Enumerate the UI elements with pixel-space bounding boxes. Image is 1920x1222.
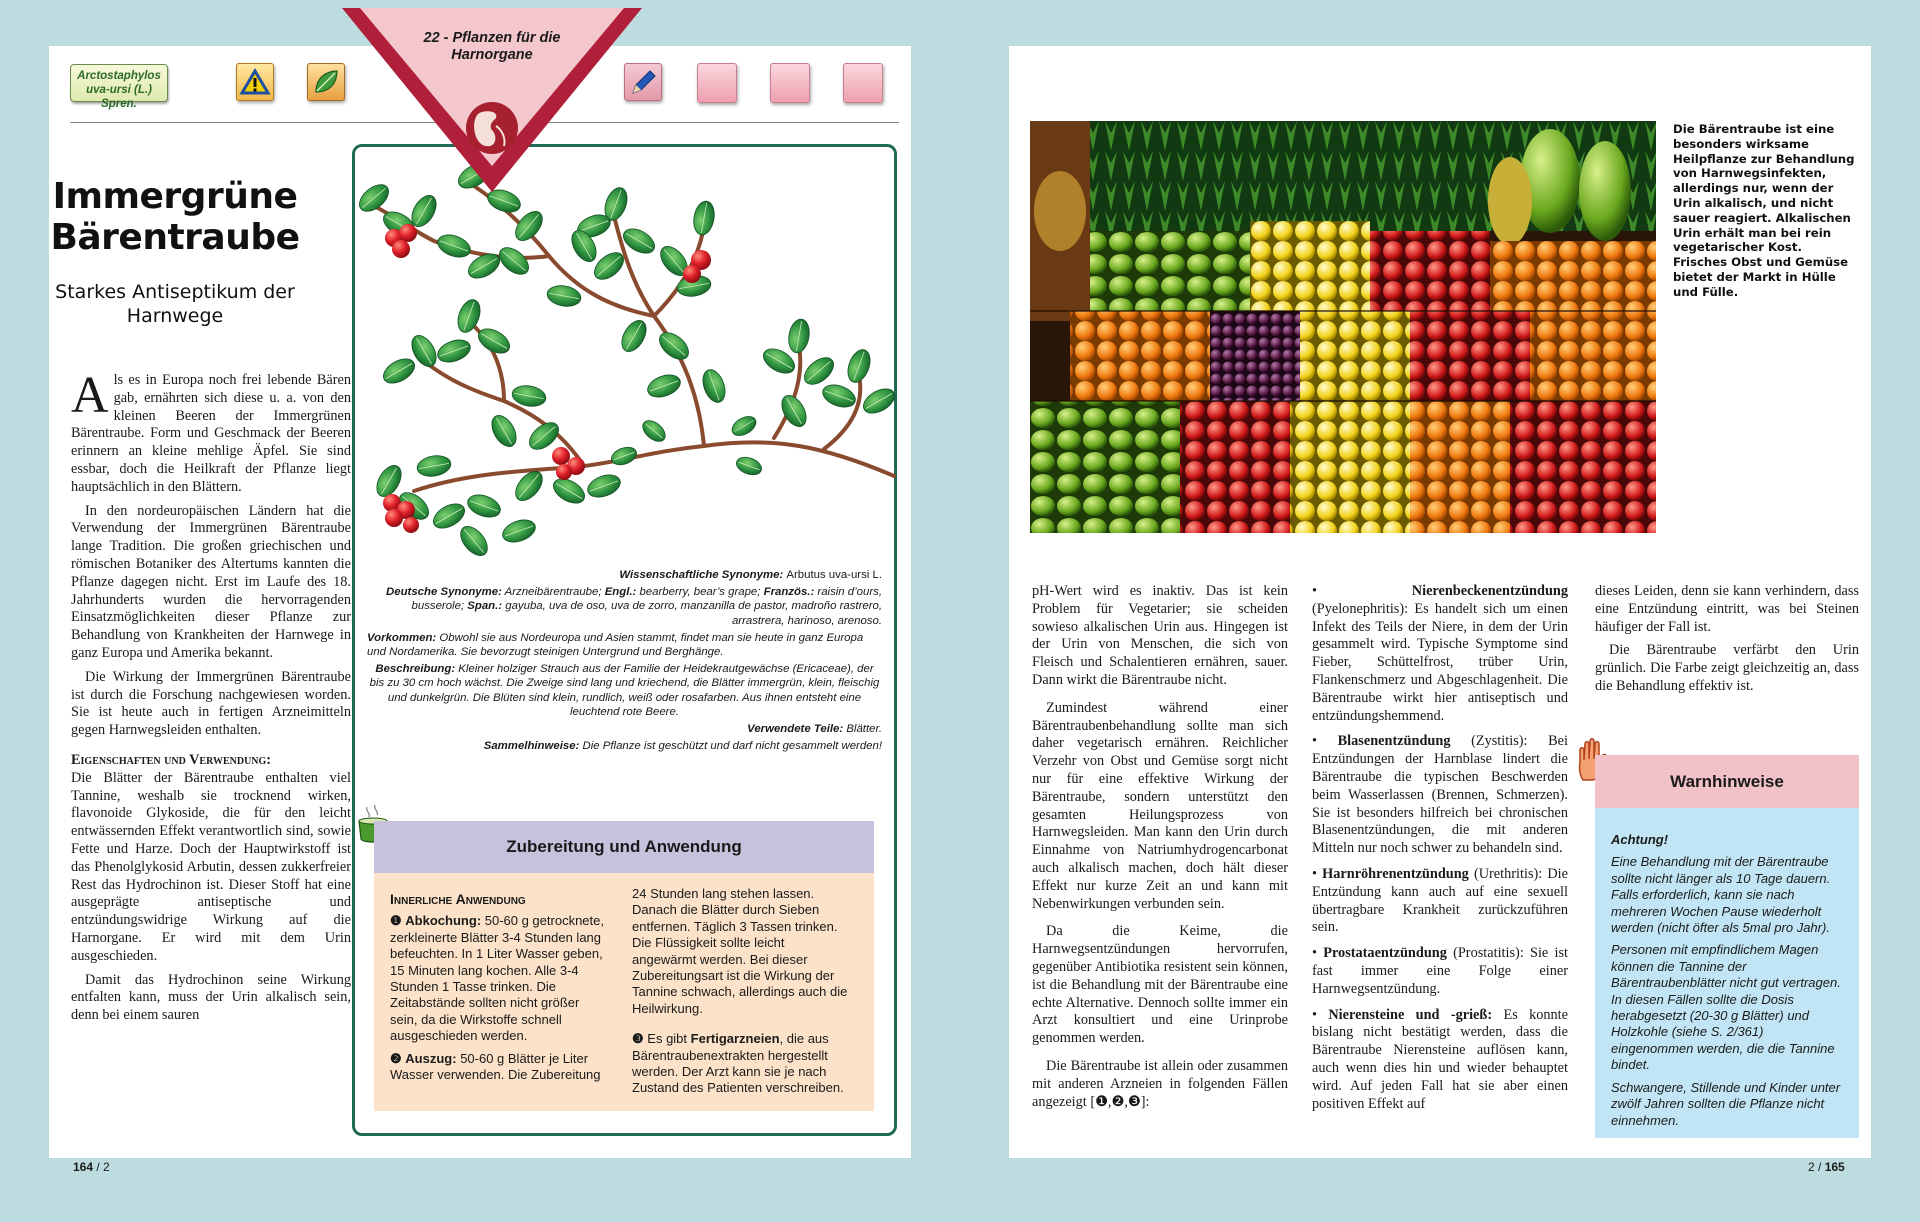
page-number-suffix: / 2: [93, 1160, 110, 1174]
teile-value: Blätter.: [846, 723, 882, 736]
bullet-3-pre: Es gibt: [647, 1031, 688, 1047]
page-number-value: 164: [73, 1160, 94, 1174]
bullet-label-2: Blasenentzündung: [1337, 733, 1451, 750]
bullet-label-1: Nierenbeckenentzündung: [1411, 583, 1568, 599]
sammel-value: Die Pflanze ist geschützt und darf nicht gesammelt werden!: [582, 740, 882, 753]
fr-label: Französ.:: [763, 586, 815, 599]
bullet-label-3: Harnröhrenentzündung: [1322, 865, 1469, 882]
intro-paragraph-5: Damit das Hydrochinon seine Wirkung entfalten kann, muss der Urin alkalisch sein, denn bei einem sauren: [71, 971, 351, 1024]
col1-paragraph-3: Da die Keime, die Harnwegsentzündungen hervorrufen, gegenüber Antibiotika resistent sein können, ist die Behandlung mit der Bärentraube eine echte Alternative. Dennoch sollte immer ein Arzt konsultiert und eine Urinprobe genommen werden.: [1032, 923, 1288, 1047]
market-photo: [1030, 121, 1656, 533]
empty-box-icon[interactable]: [843, 63, 883, 103]
intro-text-column: [71, 367, 351, 1031]
teile-label: Verwendete Teile:: [747, 723, 844, 736]
bullet-label-5: Nierensteine und -grieß:: [1328, 1006, 1493, 1023]
wiss-value: Arbutus uva-ursi L.: [786, 569, 882, 581]
empty-box-icon[interactable]: [697, 63, 737, 103]
bullet-text-1: (Pyelonephritis): Es handelt sich um einen Infekt des Teils der Niere, in dem der Urin gesammelt wird. Typische Symptome sind Fieber, Schüttelfrost, trüber Urin, Flankenschmerz und Abgeschlagenheit. Die Bärentraube wirkt hier antiseptisch und entzündungshemmend.: [1312, 600, 1568, 724]
preparation-box: [374, 873, 874, 1111]
vork-label: Vorkommen:: [367, 631, 437, 644]
col3-paragraph-1: dieses Leiden, denn sie kann verhindern, dass eine Entzündung eintritt, was bei Steinen häufiger der Fall ist.: [1595, 583, 1859, 635]
bullet-1-label: Abkochung:: [405, 913, 482, 929]
bullet-text-5: Es konnte bislang nicht bestätigt werden, dass die Bärentraube Nierensteine auflösen kann, auch wenn dies hin und wieder behauptet wird. Auf jeden Fall hat sie aber einen positiven Effekt auf: [1312, 1006, 1568, 1112]
bullet-text-2: (Zystitis): Bei Entzündungen der Harnblase lindert die Bärentraube die typischen Beschwerden beim Wasserlassen (Brennen, Schmerzen). Sie ist besonders hilfreich bei chronischen Blasenentzündungen, die mit anderen Mitteln nur noch schwer zu behandeln sind.: [1312, 733, 1568, 857]
drop-cap: A: [71, 367, 109, 424]
preparation-column-1: [390, 891, 610, 1089]
warnings-box: [1595, 808, 1859, 1138]
leaf-icon[interactable]: [307, 63, 345, 101]
warnings-paragraph-3: Schwangere, Stillende und Kinder unter zwölf Jahren sollten die Pflanze nicht einnehmen.: [1611, 1079, 1841, 1128]
empty-box-icon[interactable]: [770, 63, 810, 103]
synonyms-block: [367, 568, 882, 756]
bullet-text-3: (Urethritis): Die Entzündung kann auch auf eine sexuell übertragbare Krankheit zurückzuführen sein.: [1312, 865, 1568, 936]
bullet-text-4: (Prostatitis): Sie ist fast immer eine Folge einer Harnwegsentzündung.: [1312, 945, 1568, 997]
wiss-label: Wissenschaftliche Synonyme:: [619, 569, 784, 581]
right-page: [1009, 46, 1871, 1174]
right-column-3: [1595, 583, 1859, 702]
intro-paragraph-4: Die Blätter der Bärentraube enthalten viel Tannine, weshalb sie trocknend wirken, flavonoide Glykoside, die für den leicht entwässernden Effekt verantwortlich sind, sowie Fette und Harze. Doch der Hauptwirkstoff ist das Phenolglykosid Arbutin, dessen zukkerfreier Rest das Hydrochinon ist. Dieser Stoff hat eine ausgeprägte antiseptische und entzündungswidrige Wirkung auf die Harnorgane. Er wird mit dem Urin ausgeschieden.: [71, 769, 351, 964]
warning-triangle-graphic: [237, 64, 273, 100]
latin-name-text: Arctostaphylos uva-ursi (L.) Spren.: [77, 70, 161, 110]
leaf-graphic: [308, 64, 344, 100]
properties-heading: Eigenschaften und Verwendung:: [71, 751, 272, 768]
sammel-label: Sammelhinweise:: [483, 740, 580, 753]
vork-value: Obwohl sie aus Nordeuropa und Asien stammt, findet man sie heute in ganz Europa und Nordamerika. Sie bevorzugt steinigen Untergrund und Berghänge.: [367, 631, 864, 659]
page-number-prefix: 2 /: [1808, 1160, 1825, 1174]
kidney-icon: [466, 102, 518, 154]
intro-paragraph-1: ls es in Europa noch frei lebende Bären gab, ernährten sich diese u. a. von den kleinen Beeren der Immergrünen Bärentraube. Form und Geschmack der Beeren erinnern an kleine mehlige Äpfel. Sie sind essbar, doch die Heilkraft der Pflanze liegt hauptsächlich in den Blättern.: [71, 372, 351, 495]
fr-value: raisin d’ours, busserole;: [411, 586, 882, 613]
warnings-paragraph-2: Personen mit empfindlichem Magen können die Tannine der Bärentraubenblätter nicht gut vertragen. In diesen Fällen sollte die Dosis herabgesetzt (20-30 g Blätter) und Holzkohle (siehe S. 2/361) eingenommen werden, die die Tannine bindet.: [1611, 942, 1841, 1073]
col1-paragraph-2: Zumindest während einer Bärentraubenbehandlung sollte man sich daher vegetarisch ernähren. Reichlicher Verzehr von Obst und Gemüse sorgt nicht nur für eine effektive Wirkung der Bärentraube, sondern unterstützt den gesamten Heilungsprozess von Harnwegsleiden. Man kann den Urin durch Einnahme von Natriumhydrogencarbonat auch alkalisch machen, doch hält dieser Effekt nur kurze Zeit an und kann mit Nebenwirkungen verbunden sein.: [1032, 699, 1288, 912]
bullet-3-label: Fertigarzneien: [690, 1031, 780, 1047]
intro-paragraph-3: Die Wirkung der Immergrünen Bärentraube ist durch die Forschung nachgewiesen worden. Sie ist heute auch in fertigen Arzneimitteln gegen Harnwegsleiden enthalten.: [71, 668, 351, 739]
bullet-label-4: Prostataentzündung: [1323, 945, 1447, 962]
page-number-right: [1808, 1160, 1845, 1174]
internal-use-heading: Innerliche Anwendung: [390, 891, 526, 907]
col1-paragraph-1: pH-Wert wird es inaktiv. Das ist kein Problem für Vegetarier; sie scheiden sowieso alkalischen Urin aus. Hingegen ist der Urin von Menschen, die sich von Fleisch und Schalentieren ernähren, sauer. Dann wirkt die Bärentraube nicht.: [1032, 583, 1288, 688]
title-block: [49, 176, 301, 328]
preparation-continued: 24 Stunden lang stehen lassen. Danach die Blätter durch Sieben entfernen. Täglich 3 Tassen trinken. Die Flüssigkeit sollte leicht angewärmt werden. Bei dieser Zubereitungsart ist die Wirkung der Tannine schwach, allerdings auch die Heilwirkung.: [632, 886, 848, 1016]
bullet-2-text: 50-60 g Blätter je Liter Wasser verwenden. Die Zubereitung: [390, 1050, 601, 1083]
section-label: 22 - Pflanzen für die Harnorgane: [423, 30, 561, 63]
beschr-label: Beschreibung:: [375, 663, 456, 676]
warnings-header: Warnhinweise: [1595, 755, 1859, 808]
col3-paragraph-2: Die Bärentraube verfärbt den Urin grünlich. Die Farbe zeigt gleichzeitig an, dass die Behandlung effektiv ist.: [1595, 642, 1859, 694]
beschr-value: Kleiner holziger Strauch aus der Familie der Heidekrautgewächse (Ericaceae), der bis zu 30 cm hoch wächst. Die Zweige sind lang und kriechend, die Blätter immergrün, klein, fleischig und dunkelgrün. Die Blüten sind klein, rundlich, weiß oder rosafarben. Aus ihnen entsteht eine leuchtend rote Beere.: [369, 663, 880, 718]
sp-label: Span.:: [467, 600, 503, 613]
de-label: Deutsche Synonyme:: [386, 586, 502, 599]
intro-paragraph-2: In den nordeuropäischen Ländern hat die Verwendung der Immergrünen Bärentraube lange Tradition. Die großen griechischen und römischen Botaniker des Altertums kannten die Pflanze dagegen nicht. Erst im Laufe des 18. Jahrhunderts wurden die hervorragenden Einsatzmöglichkeiten dieser Pflanze zur Behandlung von Krankheiten der Harnwege in ganz Europa und Amerika bekannt.: [71, 502, 351, 661]
bullet-2-label: Auszug:: [405, 1050, 457, 1066]
warnings-attention: Achtung!: [1611, 832, 1669, 847]
right-column-1: [1032, 583, 1288, 1117]
page-subtitle: Starkes Antiseptikum der Harnwege: [55, 281, 295, 327]
page-number-left: [73, 1160, 110, 1174]
bearberry-illustration: [354, 146, 899, 578]
photo-caption: Die Bärentraube ist eine besonders wirksame Heilpflanze zur Behandlung von Harnwegsinfekten, allerdings nur, wenn der Urin alkalisch, und nicht sauer reagiert. Alkalischen Urin erhält man bei rein vegetarischer Kost. Frisches Obst und Gemüse bietet der Markt in Hülle und Fülle.: [1673, 122, 1855, 299]
engl-label: Engl.:: [604, 586, 637, 599]
warning-icon[interactable]: [236, 63, 274, 101]
page-title: Immergrüne Bärentraube: [50, 176, 300, 258]
bullet-2-number: ❷: [390, 1050, 402, 1066]
preparation-header: Zubereitung und Anwendung: [374, 821, 874, 873]
bullet-3-text: , die aus Bärentraubenextrakten hergestellt werden. Der Arzt kann sie je nach Zustand des Patienten verschreiben.: [632, 1031, 844, 1096]
de-value: Arzneibärentraube;: [504, 586, 602, 599]
engl-value: bearberry, bear’s grape;: [639, 586, 761, 599]
bullet-3-number: ❸: [632, 1031, 644, 1047]
warnings-paragraph-1: Eine Behandlung mit der Bärentraube sollte nicht länger als 10 Tage dauern. Falls erforderlich, kann sie nach mehreren Wochen Pause wiederholt werden (nicht öfter als 5mal pro Jahr).: [1611, 854, 1831, 936]
right-column-2: • Nierenbeckenentzündung (Pyelonephritis): Es handelt sich um einen Infekt des Teils der Niere, in dem der Urin gesammelt wird. Typische Symptome sind Fieber, Schüttelfrost, trüber Urin, Flankenschmerz und Abgeschlagenheit. Die Bärentraube wirkt hier antiseptisch und entzündungshemmend. • Blasenentzündung (Zystitis): Bei Entzündungen der Harnblase lindert die Bärentraube die typischen Beschwerden beim Wasserlassen (Brennen, Schmerzen). Sie ist besonders hilfreich bei chronischen Blasenentzündungen, die mit anderen Mitteln nur noch schwer zu behandeln sind. • Harnröhrenentzündung (Urethritis): Die Entzündung kann auch auf eine sexuell übertragbare Krankheit zurückzuführen sein. • Prostataentzündung (Prostatitis): Sie ist fast immer eine Folge einer Harnwegsentzündung. • Nierensteine und -grieß: Es konnte bislang nicht bestätigt werden, dass die Bärentraube Nierensteine auflösen kann, auch wenn dies hin und wieder behauptet wird. Auf jeden Fall hat sie aber einen positiven Effekt auf: [1312, 583, 1568, 1112]
bullet-1-number: ❶: [390, 913, 402, 929]
sp-value: gayuba, uva de oso, uva de zorro, manzanilla de pastor, madroño rastrero, arrastrera, harinoso, arenoso.: [505, 600, 882, 627]
left-page: [49, 30, 911, 1174]
bullet-1-text: 50-60 g getrocknete, zerkleinerte Blätter 3-4 Stunden lang befeuchten. In 1 Liter Wasser geben, 15 Minuten lang kochen. Alle 3-4 Stunden 1 Tasse trinken. Die Zeitabstände sollten nicht größer sein, da die Wirkstoffe schnell ausgeschieden werden.: [390, 913, 604, 1044]
latin-name-badge[interactable]: [70, 64, 168, 110]
col1-paragraph-4: Die Bärentraube ist allein oder zusammen mit anderen Arzneien in folgenden Fällen angezeigt [❶,❷,❸]:: [1032, 1057, 1288, 1110]
preparation-column-2: [632, 886, 852, 1103]
page-number-value: 165: [1824, 1160, 1845, 1174]
